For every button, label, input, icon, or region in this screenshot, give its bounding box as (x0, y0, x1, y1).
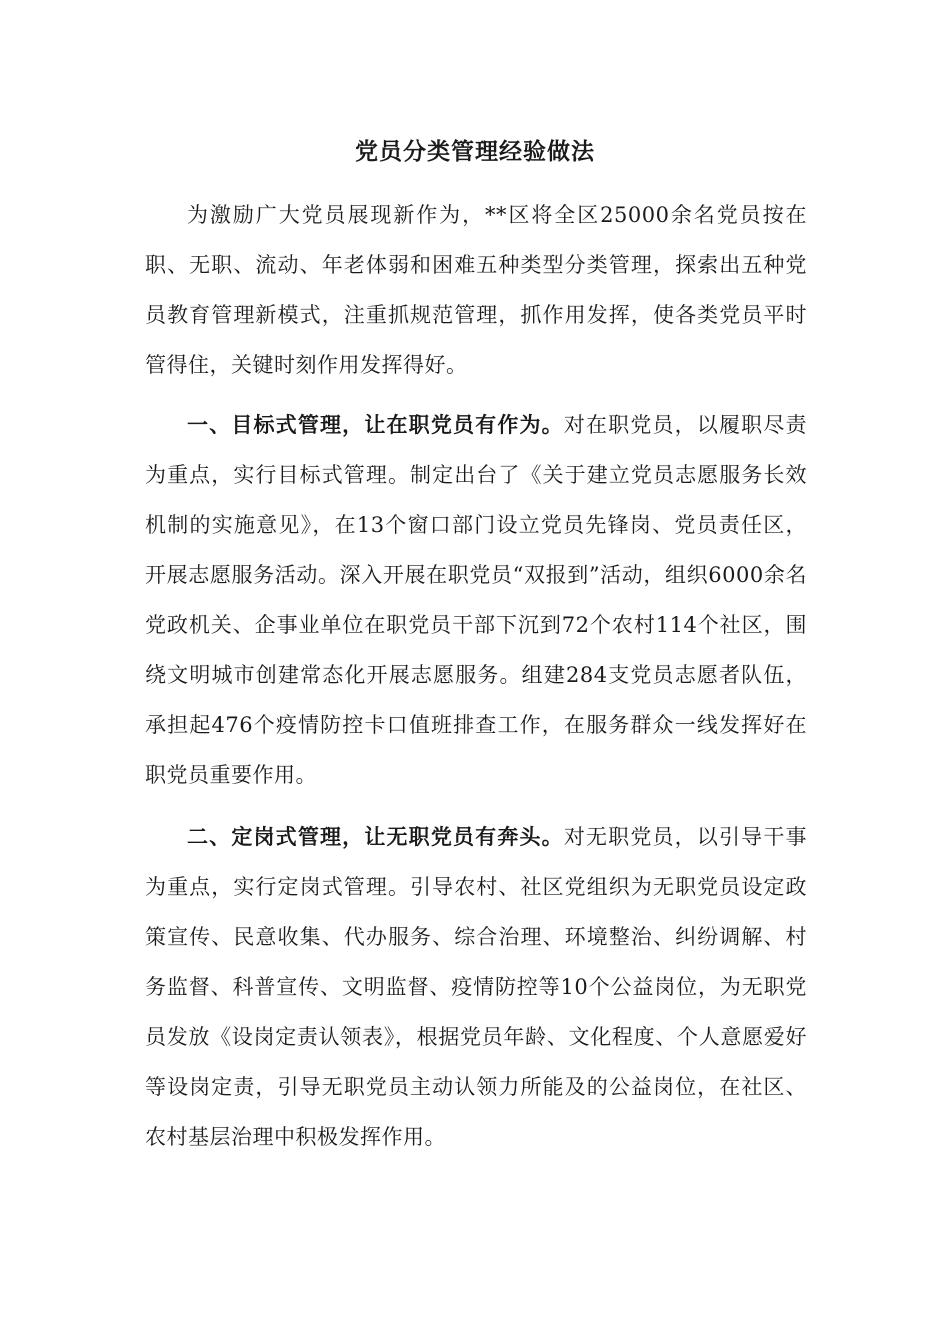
intro-paragraph-text: 为激励广大党员展现新作为，**区将全区25000余名党员按在职、无职、流动、年老体弱和困难五种类型分类管理，探索出五种党员教育管理新模式，注重抓规范管理，抓作用发挥，使各类党员平时管得住，关键时刻作用发挥得好。 (145, 203, 807, 377)
document-title: 党员分类管理经验做法 (355, 138, 595, 165)
section-2-heading: 二、定岗式管理，让无职党员有奔头。 (187, 824, 564, 849)
section-2-text: 对无职党员，以引导干事为重点，实行定岗式管理。引导农村、社区党组织为无职党员设定政策宣传、民意收集、代办服务、综合治理、环境整治、纠纷调解、村务监督、科普宣传、文明监督、疫情防控等10个公益岗位，为无职党员发放《设岗定责认领表》，根据党员年龄、文化程度、个人意愿爱好等设岗定责，引导无职党员主动认领力所能及的公益岗位，在社区、农村基层治理中积极发挥作用。 (145, 825, 808, 1149)
section-1-paragraph (145, 400, 807, 800)
section-1-text: 对在职党员，以履职尽责为重点，实行目标式管理。制定出台了《关于建立党员志愿服务长效机制的实施意见》，在13个窗口部门设立党员先锋岗、党员责任区，开展志愿服务活动。深入开展在职党员“双报到”活动，组织6000余名党政机关、企事业单位在职党员干部下沉到72个农村114个社区，围绕文明城市创建常态化开展志愿服务。组建284支党员志愿者队伍，承担起476个疫情防控卡口值班排查工作，在服务群众一线发挥好在职党员重要作用。 (145, 413, 808, 787)
section-2-paragraph (145, 812, 807, 1162)
section-1-heading: 一、目标式管理，让在职党员有作为。 (187, 412, 564, 437)
intro-paragraph (145, 190, 807, 390)
